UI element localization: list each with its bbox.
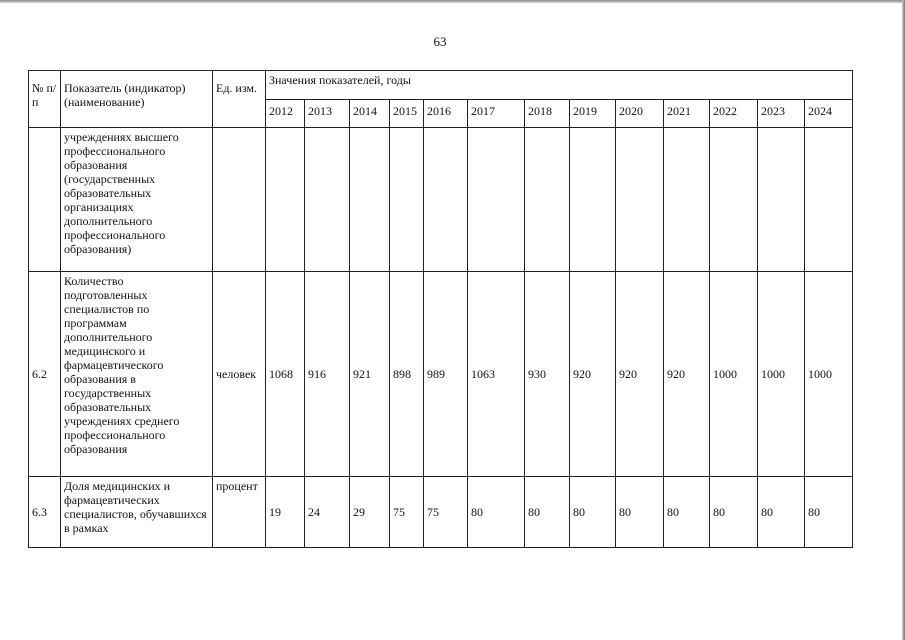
- row-value: 898: [390, 272, 424, 477]
- row-value: [390, 128, 424, 272]
- row-value: 80: [710, 477, 758, 548]
- header-year: 2017: [468, 100, 525, 128]
- row-value: 1000: [758, 272, 805, 477]
- header-year: 2020: [616, 100, 664, 128]
- indicators-table: [28, 70, 853, 548]
- row-value: 80: [805, 477, 853, 548]
- header-year: 2021: [664, 100, 710, 128]
- row-value: 80: [758, 477, 805, 548]
- header-year: 2024: [805, 100, 853, 128]
- row-value: 80: [525, 477, 570, 548]
- header-year: 2016: [424, 100, 468, 128]
- scan-top-edge: [0, 0, 905, 3]
- row-value: 80: [468, 477, 525, 548]
- header-indicator: Показатель (индикатор) (наименование): [61, 71, 213, 128]
- row-value: [525, 128, 570, 272]
- header-year: 2014: [350, 100, 390, 128]
- table-row: [29, 272, 853, 477]
- row-value: [805, 128, 853, 272]
- row-value: 920: [616, 272, 664, 477]
- row-value: 75: [390, 477, 424, 548]
- row-value: 989: [424, 272, 468, 477]
- row-value: 80: [664, 477, 710, 548]
- row-value: [424, 128, 468, 272]
- header-num: № п/п: [29, 71, 61, 128]
- row-value: [305, 128, 350, 272]
- row-value: [468, 128, 525, 272]
- header-values-group: Значения показателей, годы: [266, 71, 853, 100]
- row-num: 6.2: [29, 272, 61, 477]
- row-unit: [213, 128, 266, 272]
- row-value: 1063: [468, 272, 525, 477]
- row-num: 6.3: [29, 477, 61, 548]
- row-value: [350, 128, 390, 272]
- row-value: [758, 128, 805, 272]
- row-value: 75: [424, 477, 468, 548]
- row-indicator: Количество подготовленных специалистов по программам дополнительного медицинского и фармацевтического образования в государственных образовательных учреждениях среднего профессионального образования: [61, 272, 213, 477]
- header-year: 2019: [570, 100, 616, 128]
- row-value: 921: [350, 272, 390, 477]
- header-unit: Ед. изм.: [213, 71, 266, 128]
- row-value: [664, 128, 710, 272]
- row-value: 1000: [710, 272, 758, 477]
- header-year: 2022: [710, 100, 758, 128]
- row-value: 19: [266, 477, 305, 548]
- row-value: [266, 128, 305, 272]
- page-number: 63: [433, 34, 447, 49]
- row-value: 920: [570, 272, 616, 477]
- row-value: 916: [305, 272, 350, 477]
- header-year: 2023: [758, 100, 805, 128]
- row-indicator: Доля медицинских и фармацевтических специалистов, обучавшихся в рамках: [61, 477, 213, 548]
- row-value: 930: [525, 272, 570, 477]
- row-value: [710, 128, 758, 272]
- row-value: 1000: [805, 272, 853, 477]
- table-row: [29, 477, 853, 548]
- header-year: 2013: [305, 100, 350, 128]
- row-value: 920: [664, 272, 710, 477]
- row-value: 80: [570, 477, 616, 548]
- header-year: 2012: [266, 100, 305, 128]
- row-value: 80: [616, 477, 664, 548]
- row-value: [616, 128, 664, 272]
- table-row: [29, 128, 853, 272]
- row-value: 1068: [266, 272, 305, 477]
- row-num: [29, 128, 61, 272]
- row-value: 29: [350, 477, 390, 548]
- header-year: 2018: [525, 100, 570, 128]
- row-unit: человек: [213, 272, 266, 477]
- row-value: 24: [305, 477, 350, 548]
- header-year: 2015: [390, 100, 424, 128]
- row-value: [570, 128, 616, 272]
- row-unit: процент: [213, 477, 266, 548]
- row-indicator: учреждениях высшего профессионального образования (государственных образовательных организациях дополнительного профессионального образования): [61, 128, 213, 272]
